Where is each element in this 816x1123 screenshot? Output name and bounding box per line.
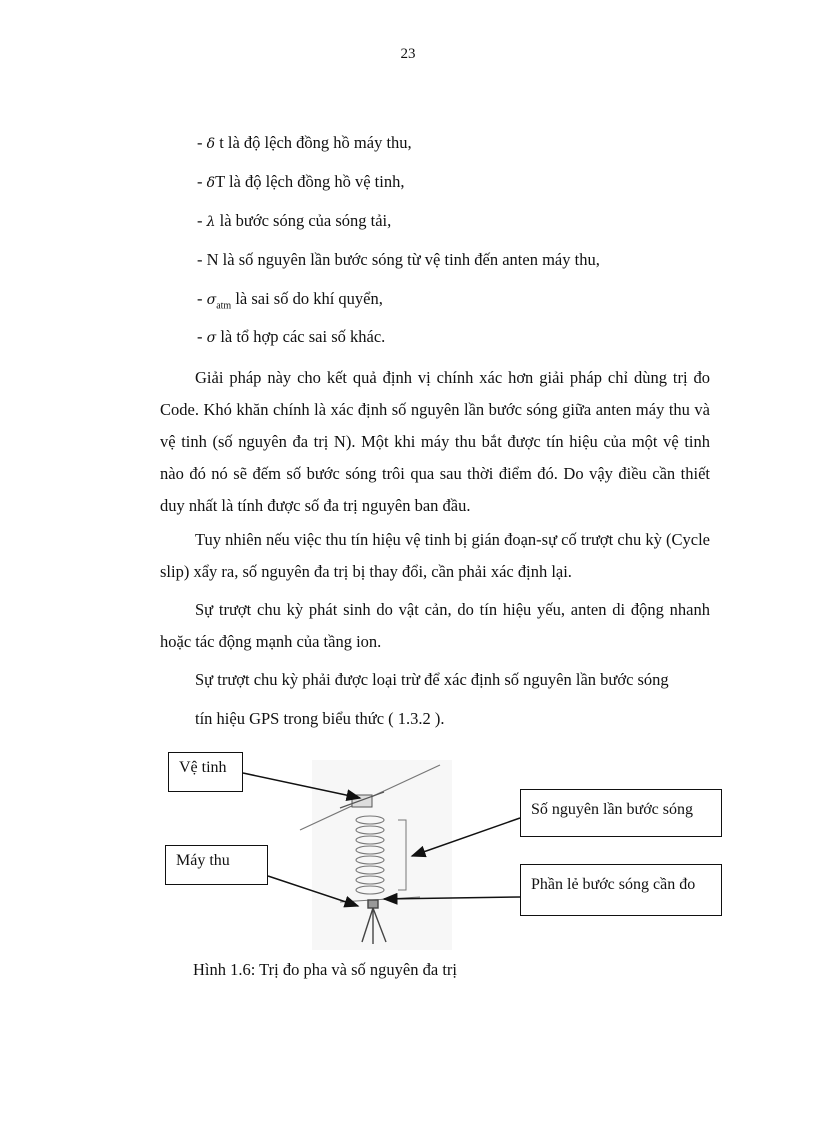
page-number: 23 [400,46,416,62]
sigma-symbol: σ [206,330,217,346]
closing-line-1: Sự trượt chu kỳ phải được loại trừ để xác định số nguyên lần bước sóng [195,670,669,689]
sigma-symbol: σ [206,292,217,308]
atm-subscript: atm [216,300,232,312]
illustration-background [312,760,452,950]
paragraph-causes: Sự trượt chu kỳ phát sinh do vật cản, do tín hiệu yếu, anten di động nhanh hoặc tác động mạnh của tầng ion. [160,600,710,651]
bullet-other-errors: - σ là tổ hợp các sai số khác. [197,327,386,346]
paragraph-cycle-slip: Tuy nhiên nếu việc thu tín hiệu vệ tinh bị gián đoạn-sự cố trượt chu kỳ (Cycle slip) xẩy ra, số nguyên đa trị bị thay đổi, cần phải xác định lại. [160,530,710,581]
label-integer-wavelengths: Số nguyên lần bước sóng [520,789,722,837]
bullet-receiver-clock: - δ t là độ lệch đồng hồ máy thu, [197,133,412,152]
bullet-satellite-clock: - δT là độ lệch đồng hồ vệ tinh, [197,172,405,191]
figure-caption: Hình 1.6: Trị đo pha và số nguyên đa trị [193,960,457,979]
paragraph-solution: Giải pháp này cho kết quả định vị chính xác hơn giải pháp chỉ dùng trị đo Code. Khó khăn chính là xác định số nguyên lần bước sóng giữa anten máy thu và vệ tinh (số nguyên đa trị N). Một khi máy thu bắt được tín hiệu của một vệ tinh nào đó nó sẽ đếm số bước sóng trôi qua sau thời điểm đó. Do vậy điều cần thiết duy nhất là tính được số đa trị nguyên ban đầu. [160,368,710,515]
delta-symbol: δ [206,175,216,191]
label-receiver: Máy thu [165,845,268,885]
bullet-wavelength: - λ là bước sóng của sóng tải, [197,211,392,230]
label-fractional-part: Phần lẻ bước sóng cần đo [520,864,722,916]
delta-symbol: δ [206,136,216,152]
lambda-symbol: λ [206,214,216,230]
bullet-integer-n: - N là số nguyên lần bước sóng từ vệ tinh đến anten máy thu, [197,250,600,269]
bullet-atmosphere-error: - $\sigma_{atm}$ là sai số do khí quyển, [197,289,383,312]
label-satellite: Vệ tinh [168,752,243,792]
closing-line-2: tín hiệu GPS trong biểu thức ( 1.3.2 ). [195,709,445,728]
